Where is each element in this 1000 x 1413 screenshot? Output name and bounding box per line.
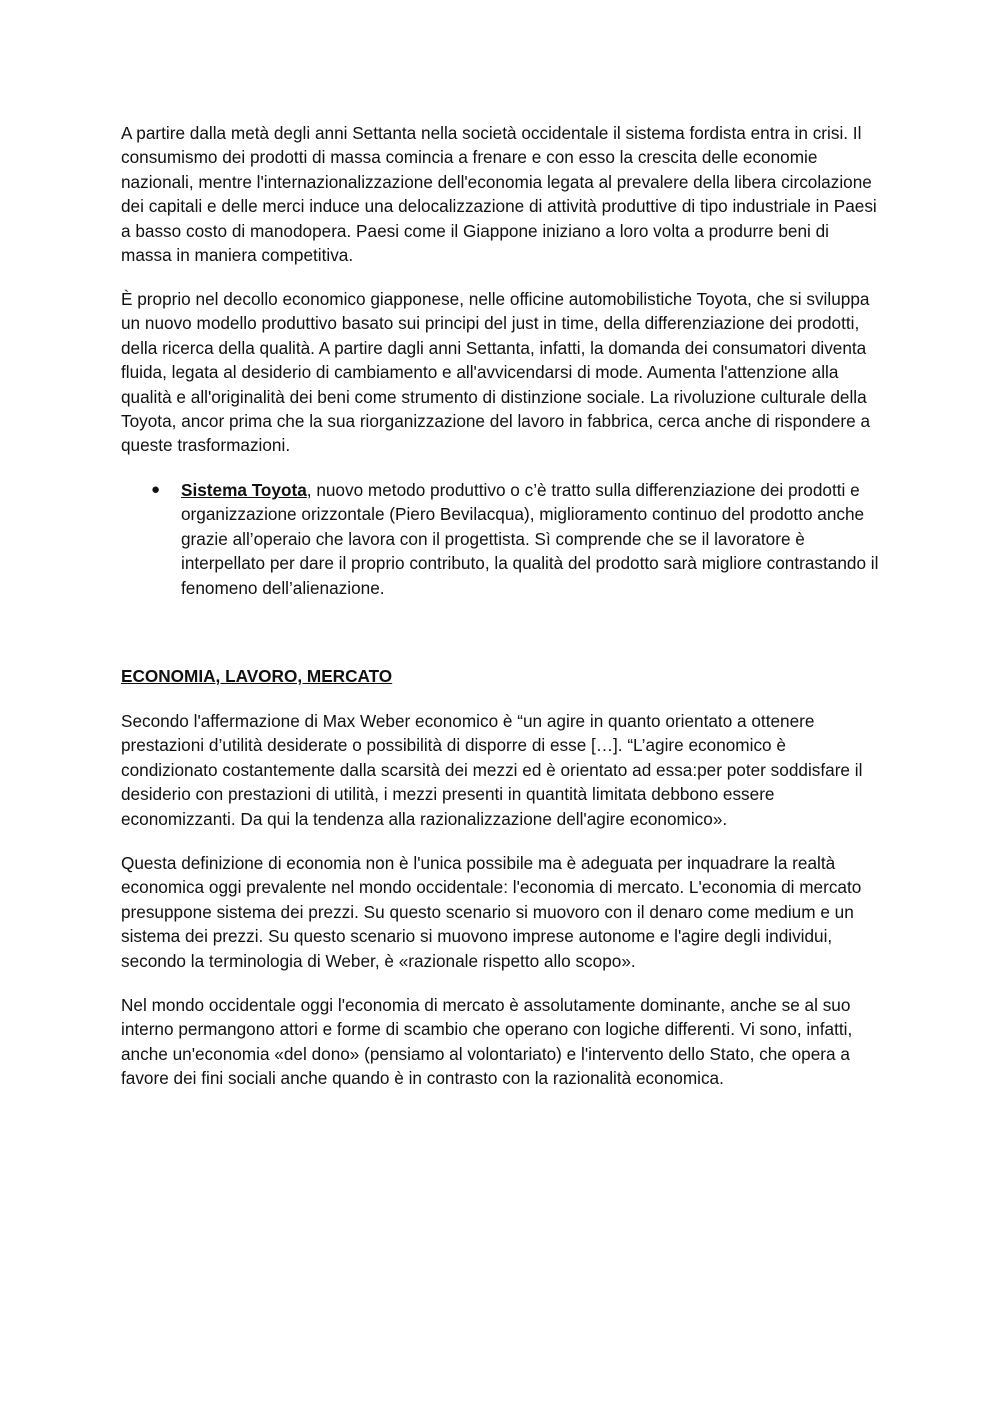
section-heading: ECONOMIA, LAVORO, MERCATO [121,666,393,686]
paragraph-weber-definition: Secondo l'affermazione di Max Weber economico è “un agire in quanto orientato a ottenere prestazioni d’utilità desiderate o possibilità di disporre di esse […]. “L’agire economico è condizionato costantemente dalla scarsità dei mezzi ed è orientato ad essa:per poter soddisfare il desiderio con prestazioni di utilità, i mezzi presenti in quantità limitata debbono essere economizzanti. Da qui la tendenza alla razionalizzazione dell'agire economico». [121,711,863,829]
paragraph-toyota-model: È proprio nel decollo economico giapponese, nelle officine automobilistiche Toyota, che si sviluppa un nuovo modello produttivo basato sui principi del just in time, della differenziazione dei prodotti, della ricerca della qualità. A partire dagli anni Settanta, infatti, la domanda dei consumatori diventa fluida, legata al desiderio di cambiamento e all'avvicendarsi di mode. Aumenta l'attenzione alla qualità e all'originalità dei beni come strumento di distinzione sociale. La rivoluzione culturale della Toyota, ancor prima che la sua riorganizzazione del lavoro in fabbrica, cerca anche di rispondere a queste trasformazioni. [121,289,871,456]
bullet-description: , nuovo metodo produttivo o c’è tratto sulla differenziazione dei prodotti e organizzazione orizzontale (Piero Bevilacqua), miglioramento continuo del prodotto anche grazie all’operaio che lavora con il progettista. Sì comprende che se il lavoratore è interpellato per dare il proprio contributo, la qualità del prodotto sarà migliore contrastando il fenomeno dell’alienazione. [181,480,879,598]
bullet-text [181,478,881,600]
paragraph-market-economy: Questa definizione di economia non è l'unica possibile ma è adeguata per inquadrare la realtà economica oggi prevalente nel mondo occidentale: l'economia di mercato. L'economia di mercato presuppone sistema dei prezzi. Su questo scenario si muovoro con il denaro come medium e un sistema dei prezzi. Su questo scenario si muovono imprese autonome e l'agire degli individui, secondo la terminologia di Weber, è «razionale rispetto allo scopo». [121,853,862,971]
bullet-term: Sistema Toyota [181,480,307,500]
bullet-marker-icon: ● [151,481,161,498]
paragraph-fordism-crisis: A partire dalla metà degli anni Settanta nella società occidentale il sistema fordista entra in crisi. Il consumismo dei prodotti di massa comincia a frenare e con esso la crescita delle economie nazionali, mentre l'internazionalizzazione dell'economia legata al prevalere della libera circolazione dei capitali e delle merci induce una delocalizzazione di attività produttive di tipo industriale in Paesi a basso costo di manodopera. Paesi come il Giappone iniziano a loro volta a produrre beni di massa in maniera competitiva. [121,123,877,266]
paragraph-western-world: Nel mondo occidentale oggi l'economia di mercato è assolutamente dominante, anche se al suo interno permangono attori e forme di scambio che operano con logiche differenti. Vi sono, infatti, anche un'economia «del dono» (pensiamo al volontariato) e l'intervento dello Stato, che opera a favore dei fini sociali anche quando è in contrasto con la razionalità economica. [121,995,853,1089]
